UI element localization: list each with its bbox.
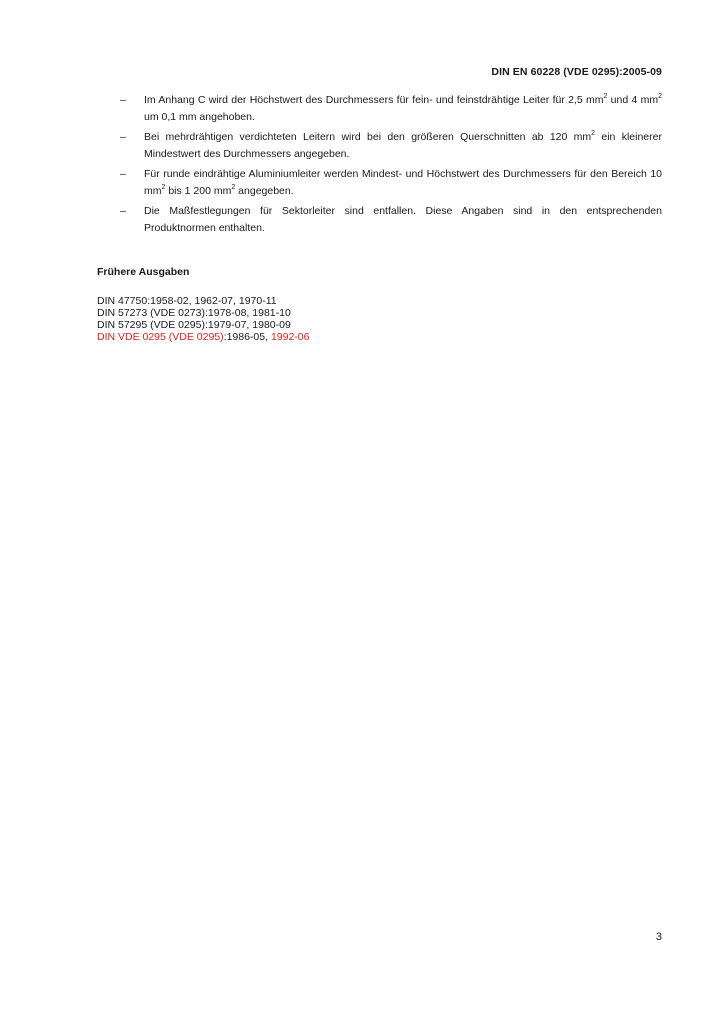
text-segment: Im Anhang C wird der Höchstwert des Durchmessers für fein- und feinstdrähtige Leiter für 2,5 mm xyxy=(144,94,604,106)
text-segment: um 0,1 mm angehoben. xyxy=(144,111,255,123)
superscript: 2 xyxy=(161,184,166,191)
text-segment: bis 1 200 mm xyxy=(165,185,232,197)
change-item-diameter-fine-wire xyxy=(120,92,662,126)
edition-line: DIN 57295 (VDE 0295):1979-07, 1980-09 xyxy=(97,319,291,331)
edition-line-vde-0295 xyxy=(97,331,310,343)
edition-dates: :1986-05, xyxy=(223,331,271,343)
dash-marker: – xyxy=(120,94,126,106)
edition-line: DIN 47750:1958-02, 1962-07, 1970-11 xyxy=(97,295,277,307)
document-header: DIN EN 60228 (VDE 0295):2005-09 xyxy=(491,66,662,78)
change-item-sector-conductors xyxy=(120,203,662,237)
text-segment: Die Maßfestlegungen für Sektorleiter sind entfallen. Diese Angaben sind in den entsprechenden Produktnormen enthalten. xyxy=(144,205,662,234)
text-segment: Bei mehrdrähtigen verdichteten Leitern wird bei den größeren Querschnitten ab 120 mm xyxy=(144,131,592,143)
previous-editions-list xyxy=(97,295,310,343)
edition-line: DIN 57273 (VDE 0273):1978-08, 1981-10 xyxy=(97,307,291,319)
page-number: 3 xyxy=(655,931,662,943)
change-item-aluminium-conductors xyxy=(120,166,662,200)
dash-marker: – xyxy=(120,131,126,143)
superscript: 2 xyxy=(231,184,236,191)
section-title-previous-editions: Frühere Ausgaben xyxy=(97,266,190,278)
edition-link[interactable]: 1992-06 xyxy=(270,331,310,343)
text-segment: Für runde eindrähtige Aluminiumleiter werden Mindest- und Höchstwert des Durchmessers für den Bereich 10 mm xyxy=(144,168,662,197)
superscript: 2 xyxy=(603,93,608,100)
text-segment: und 4 mm xyxy=(607,94,659,106)
change-item-compacted-conductors xyxy=(120,129,662,163)
dash-marker: – xyxy=(120,168,126,180)
dash-marker: – xyxy=(120,205,126,217)
edition-link[interactable]: DIN VDE 0295 (VDE 0295) xyxy=(97,331,224,343)
change-list xyxy=(120,92,662,240)
superscript: 2 xyxy=(658,93,662,100)
text-segment: angegeben. xyxy=(235,185,294,197)
superscript: 2 xyxy=(591,130,596,137)
text-segment: ein kleinerer Mindestwert des Durchmessers angegeben. xyxy=(144,131,662,160)
